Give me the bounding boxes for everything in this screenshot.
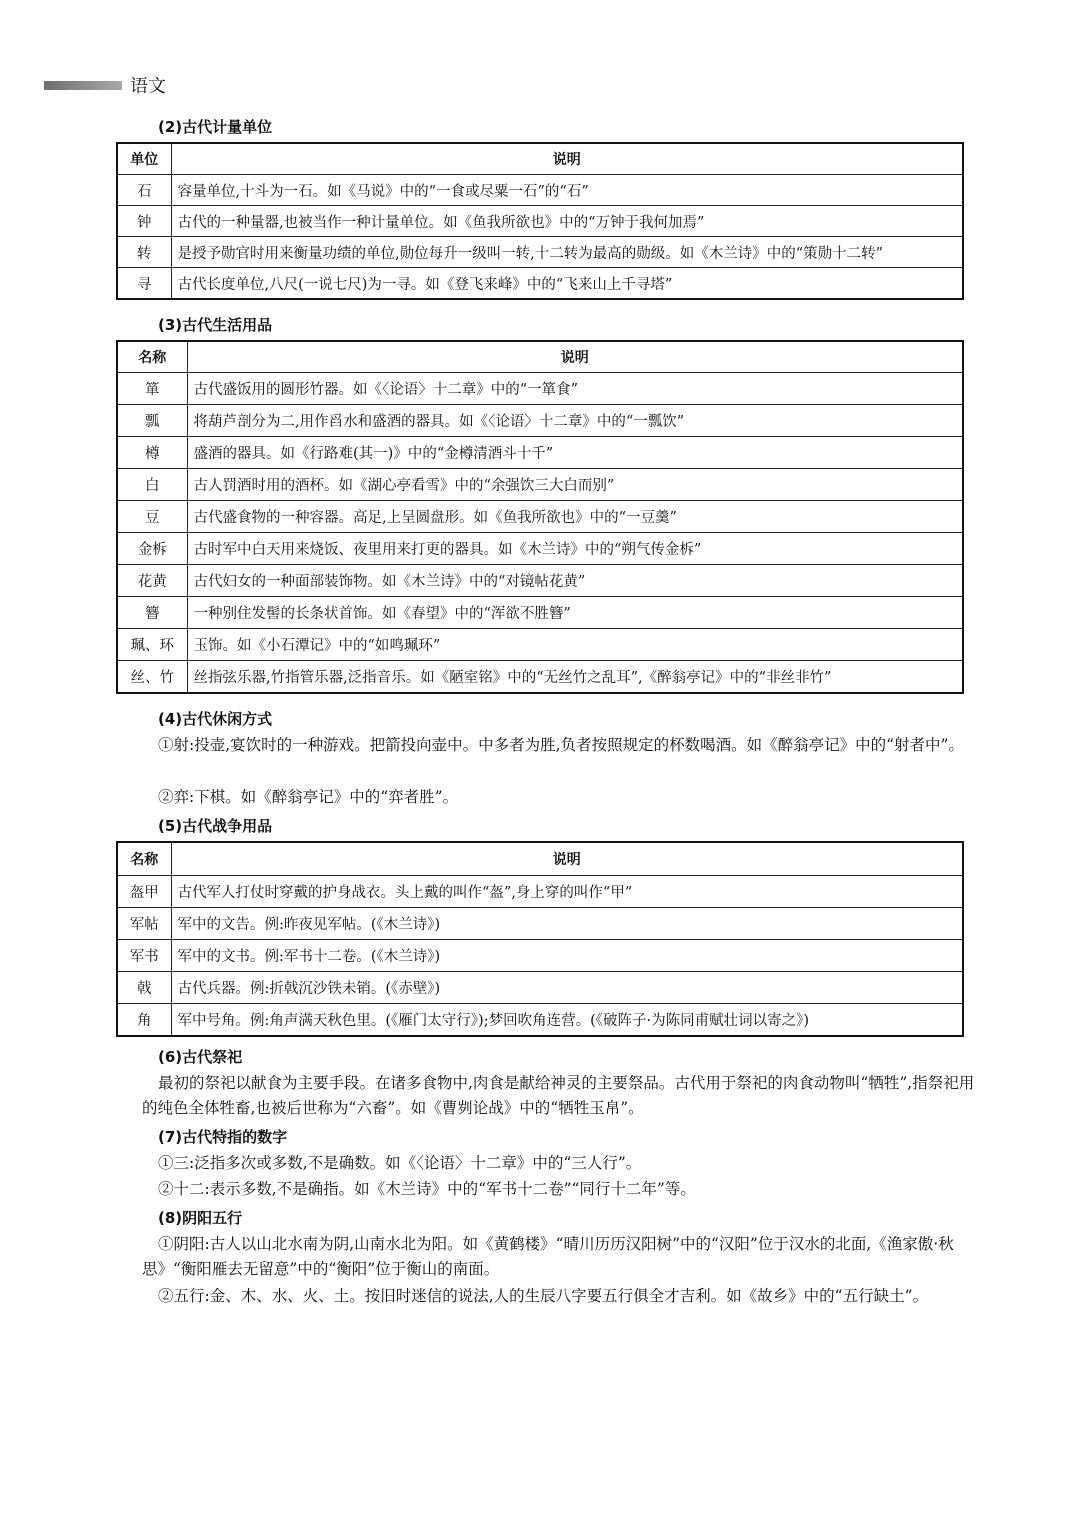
paragraph [142,785,980,810]
column-header: 单位 [117,143,171,175]
page-header [44,74,166,96]
term-cell: 军帖 [117,908,171,940]
table-row [117,940,963,972]
description-cell: 古代长度单位,八尺(一说七尺)为一寻。如《登飞来峰》中的“飞来山上千寻塔” [171,268,963,300]
paragraph-text: ①射:投壶,宴饮时的一种游戏。把箭投向壶中。中多者为胜,负者按照规定的杯数喝酒。如《醉翁亭记》中的“射者中”。 [158,736,964,754]
term-cell: 戟 [117,972,171,1004]
table-row [117,373,963,405]
table-row [117,876,963,908]
section-title-yin-yang: (8)阴阳五行 [158,1209,243,1227]
description-cell: 古人罚酒时用的酒杯。如《湖心亭看雪》中的“余强饮三大白而别” [187,469,963,501]
description-cell: 军中号角。例:角声满天秋色里。(《雁门太守行》);梦回吹角连营。(《破阵子·为陈同甫赋壮词以寄之》) [171,1004,963,1037]
description-cell: 古代盛食物的一种容器。高足,上呈圆盘形。如《鱼我所欲也》中的“一豆羹” [187,501,963,533]
table-row [117,405,963,437]
war-items-table [116,841,964,1037]
term-cell: 瓢 [117,405,187,437]
table-row [117,908,963,940]
description-cell: 古代兵器。例:折戟沉沙铁未销。(《赤壁》) [171,972,963,1004]
description-cell: 古时军中白天用来烧饭、夜里用来打更的器具。如《木兰诗》中的“朔气传金柝” [187,533,963,565]
term-cell: 豆 [117,501,187,533]
paragraph-text: ②弈:下棋。如《醉翁亭记》中的“弈者胜”。 [158,788,459,806]
description-cell: 玉饰。如《小石潭记》中的“如鸣珮环” [187,629,963,661]
term-cell: 箪 [117,373,187,405]
section-title-sacrifice: (6)古代祭祀 [158,1048,243,1066]
table-row [117,629,963,661]
column-header: 说明 [187,341,963,373]
description-cell: 军中的文告。例:昨夜见军帖。(《木兰诗》) [171,908,963,940]
table-row [117,469,963,501]
paragraph-text: 最初的祭祀以献食为主要手段。在诸多食物中,肉食是献给神灵的主要祭品。古代用于祭祀的肉食动物叫“牺牲”,指祭祀用的纯色全体牲畜,也被后世称为“六畜”。如《曹刿论战》中的“牺牲玉帛”。 [142,1074,975,1117]
table-row [117,972,963,1004]
description-cell: 古代的一种量器,也被当作一种计量单位。如《鱼我所欲也》中的“万钟于我何加焉” [171,206,963,237]
term-cell: 花黄 [117,565,187,597]
description-cell: 一种别住发髻的长条状首饰。如《春望》中的“浑欲不胜簪” [187,597,963,629]
table-row [117,661,963,694]
description-cell: 盛酒的器具。如《行路难(其一)》中的“金樽清酒斗十千” [187,437,963,469]
description-cell: 容量单位,十斗为一石。如《马说》中的“一食或尽粟一石”的“石” [171,175,963,206]
paragraph [142,1232,980,1282]
table-row [117,501,963,533]
term-cell: 珮、环 [117,629,187,661]
table-row [117,206,963,237]
section-title-measurement-units: (2)古代计量单位 [158,118,273,136]
paragraph-text: ①三:泛指多次或多数,不是确数。如《〈论语〉十二章》中的“三人行”。 [158,1154,642,1172]
description-cell: 军中的文书。例:军书十二卷。(《木兰诗》) [171,940,963,972]
table-row [117,565,963,597]
table-header-row [117,143,963,175]
column-header: 名称 [117,842,171,876]
table-row [117,437,963,469]
term-cell: 军书 [117,940,171,972]
description-cell: 古代军人打仗时穿戴的护身战衣。头上戴的叫作“盔”,身上穿的叫作“甲” [171,876,963,908]
section-title-war-items: (5)古代战争用品 [158,817,273,835]
paragraph-text: ①阴阳:古人以山北水南为阴,山南水北为阳。如《黄鹤楼》“晴川历历汉阳树”中的“汉阳”位于汉水的北面,《渔家傲·秋思》“衡阳雁去无留意”中的“衡阳”位于衡山的南面。 [142,1235,954,1278]
measurement-units-table [116,142,964,300]
table-row [117,237,963,268]
column-header: 说明 [171,842,963,876]
section-title-special-numbers: (7)古代特指的数字 [158,1128,288,1146]
description-cell: 是授予勋官时用来衡量功绩的单位,勋位每升一级叫一转,十二转为最高的勋级。如《木兰诗》中的“策勋十二转” [171,237,963,268]
term-cell: 樽 [117,437,187,469]
term-cell: 金柝 [117,533,187,565]
term-cell: 角 [117,1004,171,1037]
table-row [117,268,963,300]
term-cell: 石 [117,175,171,206]
term-cell: 丝、竹 [117,661,187,694]
column-header: 说明 [171,143,963,175]
paragraph [142,733,980,758]
term-cell: 寻 [117,268,171,300]
daily-items-table [116,340,964,694]
table-row [117,533,963,565]
description-cell: 古代盛饭用的圆形竹器。如《〈论语〉十二章》中的“一箪食” [187,373,963,405]
table-row [117,597,963,629]
subject-title: 语文 [130,76,166,97]
column-header: 名称 [117,341,187,373]
paragraph [142,1177,980,1202]
description-cell: 古代妇女的一种面部装饰物。如《木兰诗》中的“对镜帖花黄” [187,565,963,597]
header-decoration-bar [44,81,122,90]
section-title-daily-items: (3)古代生活用品 [158,316,273,334]
paragraph [142,1151,980,1176]
table-header-row [117,341,963,373]
term-cell: 白 [117,469,187,501]
section-title-leisure: (4)古代休闲方式 [158,710,273,728]
term-cell: 转 [117,237,171,268]
paragraph [142,1071,980,1121]
paragraph-text: ②五行:金、木、水、火、土。按旧时迷信的说法,人的生辰八字要五行俱全才吉利。如《故乡》中的“五行缺土”。 [158,1287,929,1305]
description-cell: 将葫芦剖分为二,用作舀水和盛酒的器具。如《〈论语〉十二章》中的“一瓢饮” [187,405,963,437]
table-row [117,175,963,206]
paragraph-text: ②十二:表示多数,不是确指。如《木兰诗》中的“军书十二卷”“同行十二年”等。 [158,1180,696,1198]
table-row [117,1004,963,1037]
term-cell: 盔甲 [117,876,171,908]
paragraph [142,1284,980,1309]
description-cell: 丝指弦乐器,竹指管乐器,泛指音乐。如《陋室铭》中的“无丝竹之乱耳”,《醉翁亭记》中的“非丝非竹” [187,661,963,694]
term-cell: 簪 [117,597,187,629]
table-header-row [117,842,963,876]
term-cell: 钟 [117,206,171,237]
